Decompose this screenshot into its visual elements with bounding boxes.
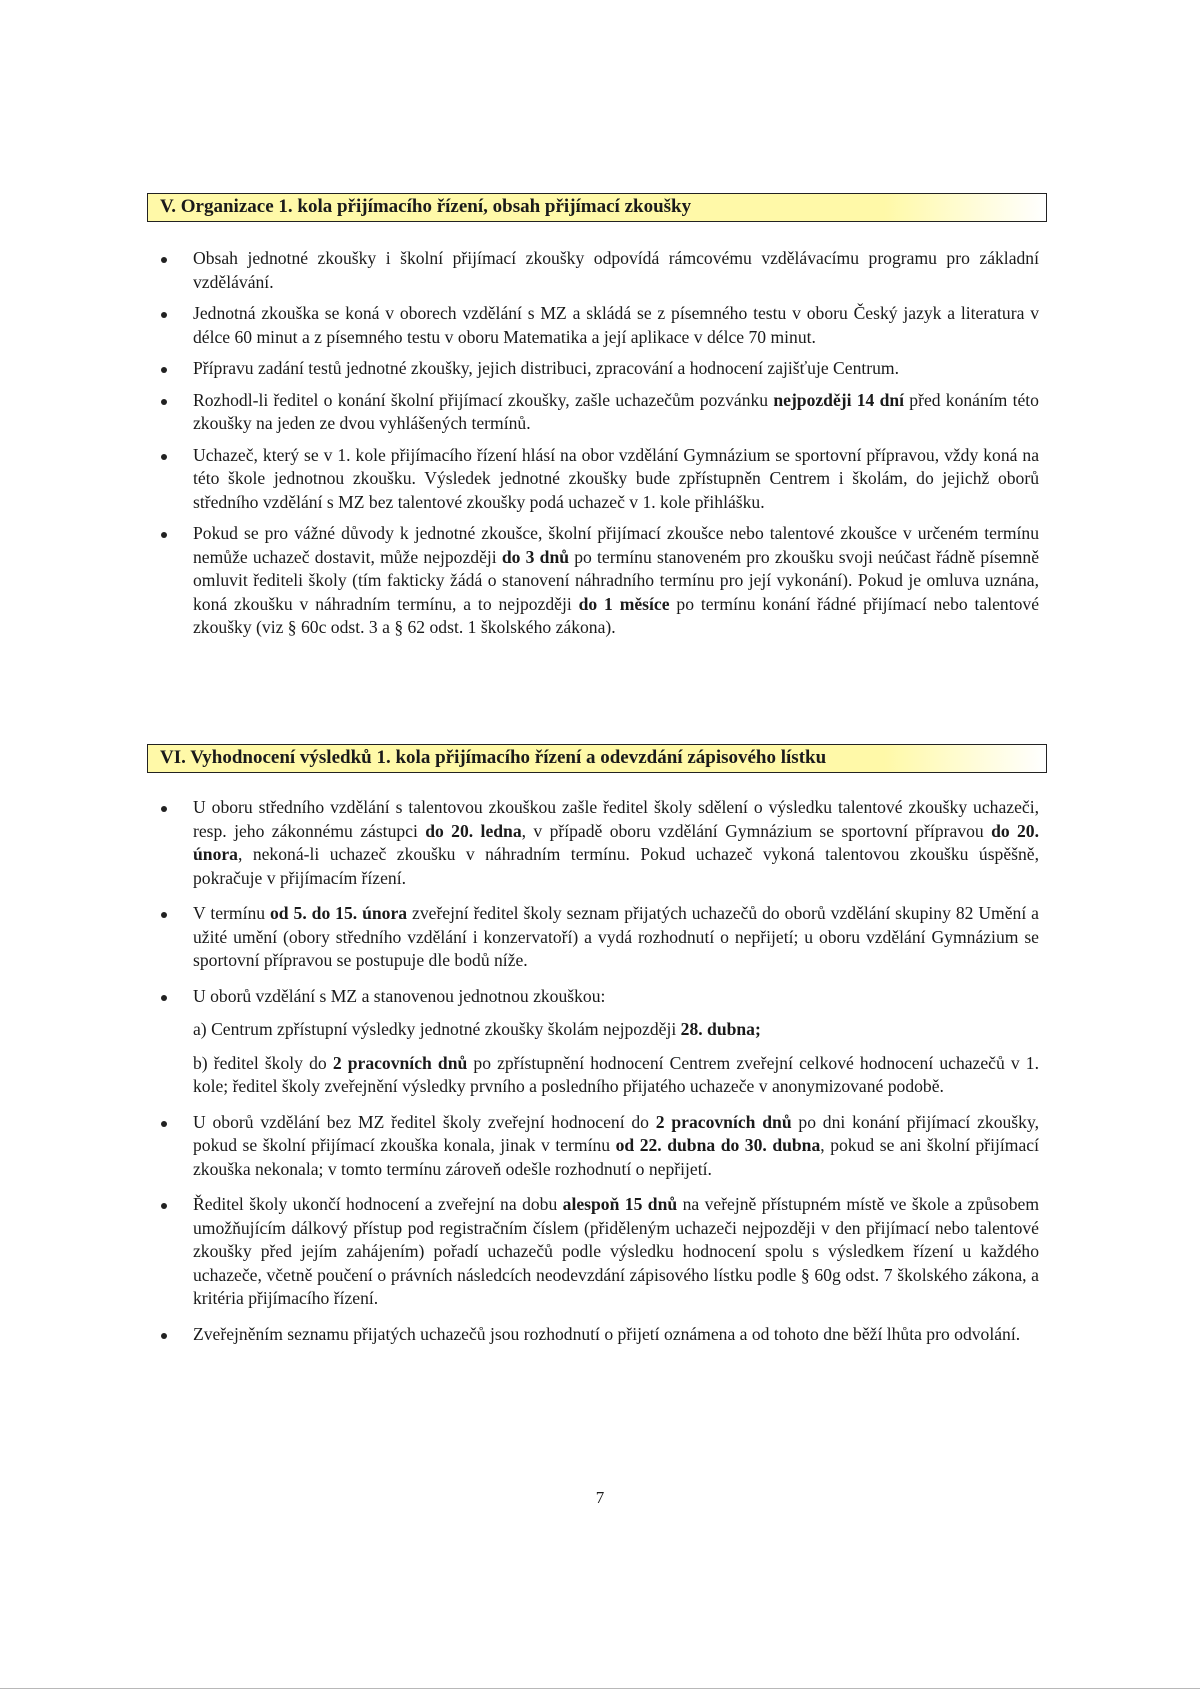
scan-edge-line (0, 1688, 1200, 1689)
section-vi-header (147, 744, 1047, 773)
deadline-emphasis: od 5. do 15. února (270, 903, 408, 923)
section-vi-list (159, 796, 1039, 1358)
list-item: Přípravu zadání testů jednotné zkoušky, jejich distribuci, zpracování a hodnocení zajišťuje Centrum. (159, 357, 1039, 381)
deadline-emphasis: od 22. dubna do 30. dubna (615, 1135, 821, 1155)
section-v-header (147, 193, 1047, 222)
list-item: Uchazeč, který se v 1. kole přijímacího řízení hlásí na obor vzdělání Gymnázium se sportovní přípravou, vždy koná na této škole jednotnou zkoušku. Výsledek jednotné zkoušky bude zpřístupněn Centrem i školám, do jejichž oborů středního vzdělání s MZ bez talentové zkoušky podá uchazeč v 1. kole přihlášku. (159, 444, 1039, 515)
list-item: Rozhodl-li ředitel o konání školní přijímací zkoušky, zašle uchazečům pozvánku nejpozději 14 dní před konáním této zkoušky na jeden ze dvou vyhlášených termínů. (159, 389, 1039, 436)
sub-item-b: b) ředitel školy do 2 pracovních dnů po zpřístupnění hodnocení Centrem zveřejní celkové hodnocení uchazečů v 1. kole; ředitel školy zveřejnění výsledky prvního a posledního přijatého uchazeče v anonymizované podobě. (193, 1052, 1040, 1096)
list-item: Ředitel školy ukončí hodnocení a zveřejní na dobu alespoň 15 dnů na veřejně přístupném místě ve škole a způsobem umožňujícím dálkový přístup pod registračním číslem (přiděleným uchazeči nejpozději v den přijímací nebo talentové zkoušky před jejím zahájením) pořadí uchazečů podle výsledku hodnocení spolu s výsledkem řízení u každého uchazeče, včetně poučení o právních následcích neodevzdání zápisového lístku podle § 60g odst. 7 školského zákona, a kritéria přijímacího řízení. (159, 1193, 1039, 1311)
page-number: 7 (595, 1488, 605, 1507)
list-item: V termínu od 5. do 15. února zveřejní ředitel školy seznam přijatých uchazečů do oborů vzdělání skupiny 82 Umění a užité umění (obory středního vzdělání i konzervatoří) a vydá rozhodnutí o nepřijetí; u oboru vzdělání Gymnázium se sportovní přípravou se postupuje dle bodů níže. (159, 902, 1039, 973)
deadline-emphasis: do 20. února (193, 820, 1040, 864)
deadline-emphasis: 2 pracovních dnů (332, 1052, 468, 1073)
list-item: Jednotná zkouška se koná v oborech vzdělání s MZ a skládá se z písemného testu v oboru Český jazyk a literatura v délce 60 minut a z písemného testu v oboru Matematika a její aplikace v délce 70 minut. (159, 302, 1039, 349)
list-item: U oboru středního vzdělání s talentovou zkouškou zašle ředitel školy sdělení o výsledku talentové zkoušky uchazeči, resp. jeho zákonnému zástupci do 20. ledna, v případě oboru vzdělání Gymnázium se sportovní přípravou do 20. února, nekoná-li uchazeč zkoušku v náhradním termínu. Pokud uchazeč vykoná talentovou zkoušku úspěšně, pokračuje v přijímacím řízení. (159, 796, 1039, 890)
list-item: Pokud se pro vážné důvody k jednotné zkoušce, školní přijímací zkoušce nebo talentové zkoušce v určeném termínu nemůže uchazeč dostavit, může nejpozději do 3 dnů po termínu stanoveném pro zkoušku svoji neúčast řádně písemně omluvit řediteli školy (tím fakticky žádá o stanovení náhradního termínu pro její vykonání). Pokud je omluva uznána, koná zkoušku v náhradním termínu, a to nejpozději do 1 měsíce po termínu konání řádné přijímací nebo talentové zkoušky (viz § 60c odst. 3 a § 62 odst. 1 školského zákona). (159, 522, 1039, 640)
deadline-emphasis: 2 pracovních dnů (655, 1111, 792, 1132)
deadline-emphasis: alespoň 15 dnů (562, 1194, 678, 1214)
section-v-list (159, 247, 1039, 648)
list-item: Zveřejněním seznamu přijatých uchazečů jsou rozhodnutí o přijetí oznámena a od tohoto dne běží lhůta pro odvolání. (159, 1323, 1039, 1347)
deadline-emphasis: do 3 dnů (501, 546, 570, 567)
list-item: U oborů vzdělání bez MZ ředitel školy zveřejní hodnocení do 2 pracovních dnů po dni konání přijímací zkoušky, pokud se školní přijímací zkouška konala, jinak v termínu od 22. dubna do 30. dubna, pokud se ani školní přijímací zkouška nekonala; v tomto termínu zároveň odešle rozhodnutí o nepřijetí. (159, 1111, 1039, 1182)
deadline-emphasis: do 1 měsíce (578, 593, 670, 614)
list-item: Obsah jednotné zkoušky i školní přijímací zkoušky odpovídá rámcovému vzdělávacímu programu pro základní vzdělávání. (159, 247, 1039, 294)
deadline-emphasis: do 20. ledna (425, 820, 522, 841)
section-v-title: V. Organizace 1. kola přijímacího řízení, obsah přijímací zkoušky (160, 196, 692, 217)
deadline-emphasis: nejpozději 14 dní (773, 389, 905, 410)
sub-item-a: a) Centrum zpřístupní výsledky jednotné zkoušky školám nejpozději 28. dubna; (193, 1019, 761, 1039)
list-item: U oborů vzdělání s MZ a stanovenou jednotnou zkouškou: a) Centrum zpřístupní výsledky jednotné zkoušky školám nejpozději 28. dubna; b) ředitel školy do 2 pracovních dnů po zpřístupnění hodnocení Centrem zveřejní celkové hodnocení uchazečů v 1. kole; ředitel školy zveřejnění výsledky prvního a posledního přijatého uchazeče v anonymizované podobě. (159, 985, 1039, 1099)
section-vi-title: VI. Vyhodnocení výsledků 1. kola přijímacího řízení a odevzdání zápisového lístku (160, 747, 827, 768)
deadline-emphasis: 28. dubna; (680, 1019, 761, 1039)
